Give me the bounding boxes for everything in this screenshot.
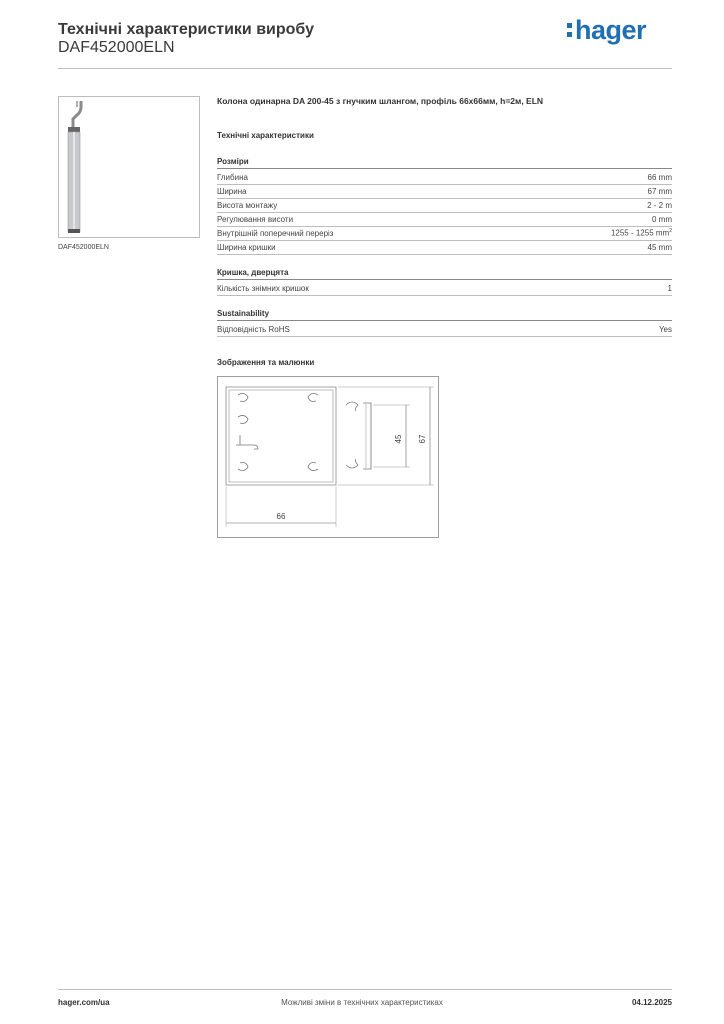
product-code: DAF452000ELN	[58, 39, 175, 56]
spec-label: Глибина	[217, 172, 248, 182]
spec-row-width	[217, 184, 672, 199]
spec-value: Yes	[658, 324, 672, 334]
product-thumbnail	[58, 96, 200, 238]
spec-row-cross-section	[217, 226, 672, 241]
spec-row-depth	[217, 170, 672, 185]
group-cover-title: Кришка, дверцята	[217, 268, 672, 280]
footer-divider	[58, 989, 672, 990]
spec-value-wrapper	[611, 228, 672, 238]
thumbnail-caption: DAF452000ELN	[58, 244, 109, 251]
spec-value-superscript: 2	[669, 228, 672, 235]
hager-logo	[567, 14, 646, 46]
spec-value: 45 mm	[647, 242, 672, 252]
spec-value: 66 mm	[647, 172, 672, 182]
spec-label: Кількість знімних кришок	[217, 283, 309, 293]
group-sustainability-title: Sustainability	[217, 309, 672, 321]
column-product-icon	[59, 97, 199, 237]
spec-row-height-adjustment	[217, 212, 672, 227]
spec-row-removable-covers	[217, 281, 672, 296]
spec-value: 0 mm	[652, 214, 672, 224]
spec-label: Ширина	[217, 186, 247, 196]
product-title: Колона одинарна DA 200-45 з гнучким шлангом, профіль 66х66мм, h=2м, ELN	[217, 96, 544, 106]
spec-label: Відповідність RoHS	[217, 324, 290, 334]
images-heading: Зображення та малюнки	[217, 358, 315, 367]
footer-date: 04.12.2025	[631, 998, 672, 1007]
spec-value: 67 mm	[647, 186, 672, 196]
spec-row-rohs	[217, 322, 672, 337]
spec-label: Внутрішній поперечний переріз	[217, 228, 334, 238]
cross-section-drawing	[217, 376, 439, 538]
spec-row-mounting-height	[217, 198, 672, 213]
footer-disclaimer: Можливі зміни в технічних характеристиках	[281, 998, 443, 1007]
spec-value: 2 - 2 m	[647, 200, 672, 210]
spec-label: Висота монтажу	[217, 200, 278, 210]
logo-wordmark: hager	[575, 14, 647, 45]
profile-drawing-icon	[218, 377, 438, 537]
page-title: Технічні характеристики виробу	[58, 21, 314, 38]
spec-label: Регулювання висоти	[217, 214, 294, 224]
dim-height-label: 67	[418, 434, 427, 444]
specs-heading: Технічні характеристики	[217, 131, 314, 140]
spec-label: Ширина кришки	[217, 242, 276, 252]
spec-value: 1	[667, 283, 672, 293]
spec-value: 1255 - 1255 mm	[610, 228, 670, 238]
dim-width-label: 66	[276, 512, 286, 521]
logo-dots-icon	[567, 23, 572, 37]
header-divider	[58, 68, 672, 69]
spec-row-cover-width	[217, 240, 672, 255]
dim-cover-label: 45	[394, 434, 403, 444]
footer-website-link[interactable]: hager.com/ua	[58, 998, 110, 1007]
group-dimensions-title: Розміри	[217, 157, 672, 169]
